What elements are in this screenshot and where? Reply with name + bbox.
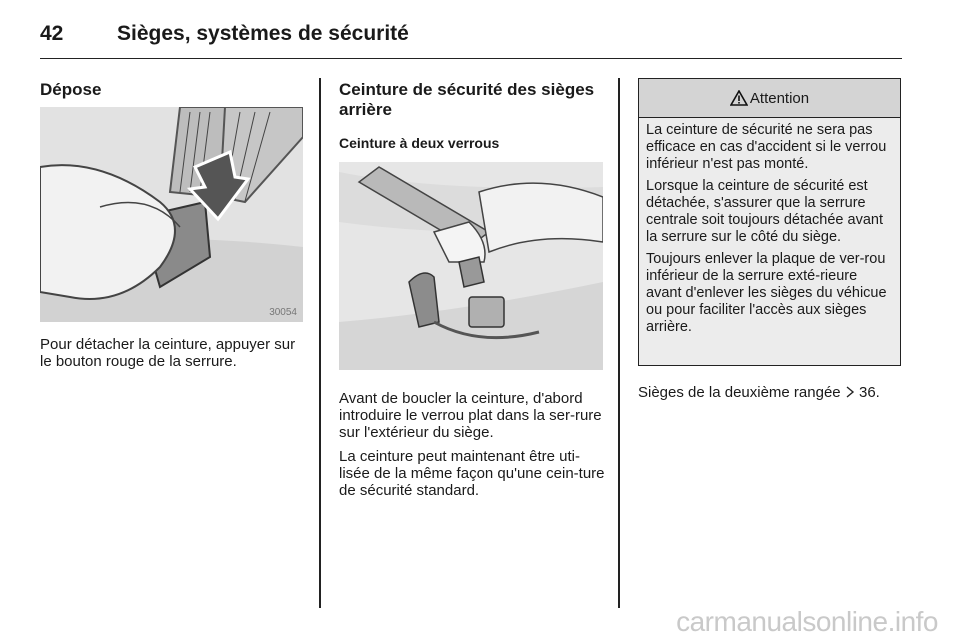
column-divider-1 [319, 78, 321, 608]
two-latch-belt-illustration [339, 162, 603, 370]
figure-number: 30054 [269, 307, 297, 318]
belt-release-illustration [40, 107, 303, 322]
column-divider-2 [618, 78, 620, 608]
rear-belt-para-1: Avant de boucler la ceinture, d'abord introduire le verrou plat dans la ser-rure sur l'extérieur du siège. [339, 390, 602, 441]
heading-depose: Dépose [40, 80, 102, 99]
warning-para-3: Toujours enlever la plaque de ver-rou inférieur de la serrure exté-rieure avant d'enlever les sièges du véhicue ou pour faciliter l'accès aux sièges arrière. [646, 251, 887, 335]
rear-belt-para-2: La ceinture peut maintenant être uti-lisée de la même façon qu'une cein-ture de sécurité standard. [339, 448, 605, 499]
warning-body [639, 118, 900, 336]
second-row-crossref [638, 384, 908, 401]
heading-rear-belt: Ceinture de sécurité des sièges arrière [339, 80, 595, 119]
subheading-two-latches: Ceinture à deux verrous [339, 135, 500, 151]
watermark: carmanualsonline.info [676, 606, 938, 637]
crossref-page[interactable]: 36. [858, 384, 880, 401]
page-header [40, 18, 902, 59]
section-title: Sièges, systèmes de sécurité [117, 22, 409, 45]
page-reference-arrow-icon [845, 386, 855, 398]
warning-box [638, 78, 901, 366]
warning-para-1: La ceinture de sécurité ne sera pas efficace en cas d'accident si le verrou inférieur n'est pas monté. [646, 122, 887, 172]
warning-header [639, 79, 900, 118]
warning-triangle-icon [730, 90, 748, 106]
page-number: 42 [40, 22, 64, 45]
warning-title: Attention [749, 89, 810, 107]
crossref-text: Sièges de la deuxième rangée [638, 384, 841, 401]
depose-text: Pour détacher la ceinture, appuyer sur le bouton rouge de la serrure. [40, 336, 296, 370]
warning-para-2: Lorsque la ceinture de sécurité est détachée, s'assurer que la serrure centrale soit toujours détachée avant la serrure sur le côté du siège. [646, 178, 883, 245]
